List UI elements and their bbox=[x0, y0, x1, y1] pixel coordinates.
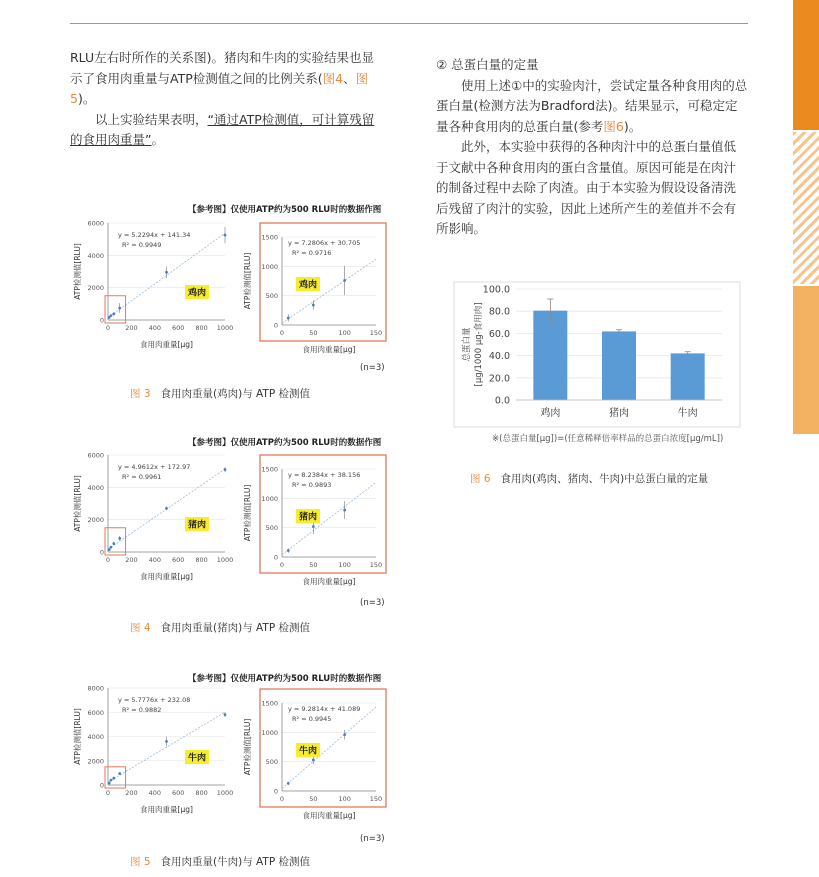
left-p1-sep: 、 bbox=[343, 70, 356, 86]
fig4-main-data-point bbox=[165, 507, 168, 510]
fig5-main-ytick-label: 4000 bbox=[87, 733, 104, 741]
fig5-main-xtick-label: 1000 bbox=[216, 789, 234, 797]
fig3-reference-note: 【参考图】仅使用ATP约为500 RLU时的数据作图 bbox=[188, 205, 382, 215]
fig4-inset-data-point bbox=[287, 549, 290, 552]
fig4-inset-ytick-label: 1500 bbox=[261, 465, 278, 474]
fig5-main-ytick-label: 2000 bbox=[87, 757, 104, 766]
side-tab-hatched bbox=[793, 132, 819, 284]
fig3-inset-meat-label: 鸡肉 bbox=[298, 280, 318, 291]
fig5-main-meat-label: 牛肉 bbox=[187, 753, 207, 764]
fig4-main-ytick-label: 0 bbox=[99, 548, 104, 557]
left-p2-text: 以上实验结果表明， bbox=[95, 111, 208, 127]
fig3-main-data-point bbox=[165, 271, 168, 274]
fig4-caption-text: 食用肉重量(猪肉)与 ATP 检测值 bbox=[160, 622, 311, 634]
fig3-inset-data-point bbox=[312, 304, 315, 307]
fig4-main-data-point bbox=[224, 468, 227, 471]
fig3-inset-trendline bbox=[282, 259, 376, 323]
fig6-category-label: 牛肉 bbox=[677, 408, 698, 419]
fig3-main-data-point bbox=[112, 312, 115, 315]
fig4-main-xtick-label: 600 bbox=[171, 556, 185, 564]
fig5-main-data-point bbox=[224, 713, 227, 716]
fig4-inset-xtick-label: 100 bbox=[338, 561, 351, 569]
fig3-inset-chart bbox=[238, 222, 386, 362]
fig3-inset-equation: y = 7.2806x + 30.705 bbox=[288, 239, 361, 247]
side-tab-light bbox=[793, 286, 819, 434]
fig5-main-data-point bbox=[110, 779, 113, 782]
left-paragraph-1 bbox=[70, 48, 385, 110]
fig5-main-chart bbox=[68, 680, 248, 825]
fig3-main-data-point bbox=[224, 234, 227, 237]
left-p2-end: 。 bbox=[151, 132, 164, 147]
fig5-main-ytick-label: 6000 bbox=[87, 708, 104, 717]
fig5-caption bbox=[130, 854, 310, 869]
fig3-main-meat-label: 鸡肉 bbox=[187, 288, 207, 299]
fig5-n-label: (n=3) bbox=[360, 834, 385, 844]
fig4-inset-equation: y = 8.2384x + 38.156 bbox=[288, 471, 361, 479]
fig5-inset-equation: y = 9.2814x + 41.089 bbox=[288, 705, 361, 713]
fig6-caption bbox=[470, 471, 708, 486]
fig3-main-data-point bbox=[110, 314, 113, 317]
fig4-main-data-point bbox=[118, 537, 121, 540]
fig6-link[interactable]: 图6 bbox=[603, 118, 624, 134]
fig5-main-xtick-label: 200 bbox=[125, 789, 138, 797]
fig5-main-xtick-label: 600 bbox=[171, 789, 185, 797]
fig3-main-data-point bbox=[118, 307, 121, 310]
fig4-inset-data-point bbox=[343, 509, 346, 512]
fig5-inset-ytick-label: 1500 bbox=[261, 699, 278, 708]
right-paragraphs bbox=[436, 55, 748, 240]
fig3-inset-xtick-label: 100 bbox=[338, 329, 351, 337]
fig3-inset-r-squared: R² = 0.9716 bbox=[292, 249, 332, 257]
fig5-inset-y-axis-label: ATP检测值[RLU] bbox=[243, 718, 252, 776]
fig3-inset-xtick-label: 150 bbox=[369, 329, 383, 337]
fig6-ytick-label: 0.0 bbox=[494, 395, 510, 407]
fig4-main-xtick-label: 400 bbox=[148, 556, 162, 564]
fig5-main-r-squared: R² = 0.9882 bbox=[122, 706, 162, 714]
fig6-bar bbox=[602, 331, 636, 400]
right-p1-end: )。 bbox=[623, 118, 642, 134]
left-paragraphs bbox=[70, 48, 385, 151]
fig5-main-equation: y = 5.7776x + 232.08 bbox=[118, 696, 191, 704]
fig3-main-ytick-label: 6000 bbox=[87, 219, 104, 228]
fig3-caption-number: 图 3 bbox=[130, 388, 151, 400]
fig6-category-label: 鸡肉 bbox=[540, 408, 561, 419]
fig5-inset-meat-label: 牛肉 bbox=[298, 746, 318, 757]
fig4-caption-number: 图 4 bbox=[130, 622, 151, 634]
fig3-main-xtick-label: 0 bbox=[105, 324, 111, 332]
fig5-inset-data-point bbox=[312, 759, 315, 762]
fig4-n-label: (n=3) bbox=[360, 598, 385, 608]
fig3-inset-ytick-label: 1000 bbox=[261, 262, 278, 271]
fig4-caption bbox=[130, 620, 310, 635]
fig3-inset-ytick-label: 0 bbox=[273, 321, 278, 330]
fig5-main-data-point bbox=[118, 772, 121, 775]
fig3-inset-data-point bbox=[343, 279, 346, 282]
right-p1-text: 使用上述①中的实验肉汁，尝试定量各种食用肉的总蛋白量(检测方法为Bradford法)。结果显示，可稳定定量各种食用肉的总蛋白量(参考 bbox=[436, 77, 748, 134]
fig5-inset-ytick-label: 500 bbox=[265, 758, 278, 767]
left-paragraph-2 bbox=[70, 110, 385, 151]
fig3-main-xtick-label: 200 bbox=[125, 324, 138, 332]
fig3-main-xtick-label: 1000 bbox=[216, 324, 234, 332]
fig3-inset-data-point bbox=[287, 317, 290, 320]
fig4-main-ytick-label: 6000 bbox=[87, 451, 104, 460]
fig5-main-xtick-label: 800 bbox=[195, 789, 208, 797]
fig6-bar bbox=[533, 311, 567, 400]
fig4-main-y-axis-label: ATP检测值[RLU] bbox=[73, 475, 82, 532]
fig4-inset-r-squared: R² = 0.9893 bbox=[292, 481, 332, 489]
fig3-main-xtick-label: 400 bbox=[148, 324, 162, 332]
fig6-bar bbox=[671, 353, 705, 400]
fig3-main-xtick-label: 600 bbox=[171, 324, 185, 332]
fig5-main-ytick-label: 0 bbox=[99, 781, 104, 790]
fig4-main-ytick-label: 2000 bbox=[87, 516, 104, 525]
fig3-inset-xtick-label: 50 bbox=[309, 329, 318, 337]
fig4-main-data-point bbox=[112, 542, 115, 545]
fig6-bar-chart bbox=[454, 282, 740, 427]
fig4-main-data-point bbox=[110, 546, 113, 549]
fig4-inset-x-axis-label: 食用肉重量[μg] bbox=[302, 577, 356, 586]
fig6-y-axis-label-1: 总蛋白量 bbox=[462, 327, 472, 362]
left-p1-text: RLU左右时所作的关系图)。猪肉和牛肉的实验结果也显示了食用肉重量与ATP检测值之间的比例关系( bbox=[70, 50, 375, 86]
fig4-main-ytick-label: 4000 bbox=[87, 483, 104, 492]
fig5-inset-chart bbox=[238, 688, 386, 828]
fig4-main-xtick-label: 1000 bbox=[216, 556, 234, 564]
fig5-main-data-point bbox=[112, 777, 115, 780]
fig5-reference-note: 【参考图】仅使用ATP约为500 RLU时的数据作图 bbox=[188, 674, 382, 684]
fig3-inset-ytick-label: 500 bbox=[265, 292, 278, 301]
fig4-main-r-squared: R² = 0.9961 bbox=[122, 473, 162, 481]
fig6-category-label: 猪肉 bbox=[609, 408, 629, 419]
conclusion-quote: “通过ATP检测值，可计算残留的食用肉重量” bbox=[70, 111, 375, 147]
fig6-caption-number: 图 6 bbox=[470, 473, 491, 485]
fig5-inset-x-axis-label: 食用肉重量[μg] bbox=[302, 811, 356, 820]
fig4-inset-chart bbox=[238, 454, 386, 594]
fig3-main-y-axis-label: ATP检测值[RLU] bbox=[73, 243, 82, 300]
section-heading: ② 总蛋白量的定量 bbox=[436, 57, 539, 72]
fig3-main-ytick-label: 0 bbox=[99, 316, 104, 325]
fig5-main-xtick-label: 400 bbox=[148, 789, 162, 797]
fig4-main-equation: y = 4.9612x + 172.97 bbox=[118, 463, 191, 471]
fig5-inset-r-squared: R² = 0.9945 bbox=[292, 715, 332, 723]
fig4-inset-ytick-label: 500 bbox=[265, 524, 278, 533]
fig6-y-axis-label-2: [μg/1000 μg-食用肉] bbox=[474, 302, 484, 387]
fig4-main-meat-label: 猪肉 bbox=[187, 520, 207, 531]
fig5-inset-ytick-label: 1000 bbox=[261, 728, 278, 737]
fig5-inset-xtick-label: 50 bbox=[309, 795, 318, 803]
right-paragraph-2: 此外，本实验中获得的各种肉汁中的总蛋白量值低于文献中各种食用肉的蛋白含量值。原因可能是在肉汁的制备过程中去除了肉渣。由于本实验为假设设备清洗后残留了肉汁的实验，因此上述所产生的差值并不会有所影响。 bbox=[436, 139, 737, 236]
fig4-inset-ytick-label: 0 bbox=[273, 553, 278, 562]
fig4-inset-xtick-label: 50 bbox=[309, 561, 318, 569]
fig6-ytick-label: 100.0 bbox=[482, 284, 510, 296]
fig5-inset-xtick-label: 100 bbox=[338, 795, 351, 803]
fig4-main-xtick-label: 0 bbox=[105, 556, 111, 564]
fig3-main-equation: y = 5.2294x + 141.34 bbox=[118, 231, 191, 239]
fig4-inset-data-point bbox=[312, 525, 315, 528]
fig3-main-x-axis-label: 食用肉重量[μg] bbox=[140, 340, 193, 349]
fig5-inset-xtick-label: 150 bbox=[369, 795, 383, 803]
fig6-ytick-label: 60.0 bbox=[488, 328, 510, 340]
fig5-inset-xtick-label: 0 bbox=[279, 795, 285, 803]
fig4-main-xtick-label: 800 bbox=[195, 556, 208, 564]
fig6-ytick-label: 20.0 bbox=[488, 373, 510, 385]
fig6-ytick-label: 40.0 bbox=[488, 351, 510, 363]
fig5-inset-data-point bbox=[287, 782, 290, 785]
fig4-inset-xtick-label: 0 bbox=[279, 561, 285, 569]
fig5-main-x-axis-label: 食用肉重量[μg] bbox=[140, 805, 193, 814]
fig6-caption-text: 食用肉(鸡肉、猪肉、牛肉)中总蛋白量的定量 bbox=[500, 473, 709, 485]
fig4-inset-y-axis-label: ATP检测值[RLU] bbox=[243, 484, 252, 542]
fig5-inset-data-point bbox=[343, 733, 346, 736]
fig3-main-chart bbox=[68, 215, 248, 360]
fig3-inset-x-axis-label: 食用肉重量[μg] bbox=[302, 345, 356, 354]
fig3-inset-ytick-label: 1500 bbox=[261, 233, 278, 242]
fig3-main-ytick-label: 2000 bbox=[87, 284, 104, 293]
fig4-reference-note: 【参考图】仅使用ATP约为500 RLU时的数据作图 bbox=[188, 438, 382, 448]
fig4-main-chart bbox=[68, 447, 248, 592]
fig6-ytick-label: 80.0 bbox=[488, 306, 510, 318]
header-rule bbox=[70, 23, 748, 24]
fig4-inset-meat-label: 猪肉 bbox=[298, 512, 318, 523]
fig3-n-label: (n=3) bbox=[360, 363, 385, 373]
fig4-main-data-point bbox=[108, 548, 111, 551]
fig4-inset-xtick-label: 150 bbox=[369, 561, 383, 569]
fig5-caption-text: 食用肉重量(牛肉)与 ATP 检测值 bbox=[160, 856, 311, 868]
side-tab-solid bbox=[793, 0, 819, 130]
left-p1-end: )。 bbox=[77, 91, 96, 106]
fig5-caption-number: 图 5 bbox=[130, 856, 151, 868]
fig5-main-data-point bbox=[165, 740, 168, 743]
fig5-main-ytick-label: 8000 bbox=[87, 684, 104, 693]
fig3-main-r-squared: R² = 0.9949 bbox=[122, 241, 162, 249]
fig3-caption bbox=[130, 386, 310, 401]
fig4-main-x-axis-label: 食用肉重量[μg] bbox=[140, 572, 193, 581]
fig3-caption-text: 食用肉重量(鸡肉)与 ATP 检测值 bbox=[160, 388, 311, 400]
fig5-main-xtick-label: 0 bbox=[105, 789, 111, 797]
fig5-main-y-axis-label: ATP检测值[RLU] bbox=[73, 708, 82, 765]
fig4-link[interactable]: 图4 bbox=[322, 70, 344, 86]
fig3-inset-y-axis-label: ATP检测值[RLU] bbox=[243, 252, 252, 310]
fig3-main-ytick-label: 4000 bbox=[87, 251, 104, 260]
fig6-note: ※(总蛋白量[μg])=(任意稀释倍率样品的总蛋白浓度[μg/mL]) bbox=[492, 434, 724, 444]
fig5-link[interactable]: 图5 bbox=[70, 70, 369, 106]
fig4-main-xtick-label: 200 bbox=[125, 556, 138, 564]
fig3-inset-xtick-label: 0 bbox=[279, 329, 285, 337]
fig5-main-data-point bbox=[108, 782, 111, 785]
fig4-inset-ytick-label: 1000 bbox=[261, 494, 278, 503]
right-paragraph-1 bbox=[436, 76, 748, 138]
fig3-main-xtick-label: 800 bbox=[195, 324, 208, 332]
fig5-inset-ytick-label: 0 bbox=[273, 787, 278, 796]
